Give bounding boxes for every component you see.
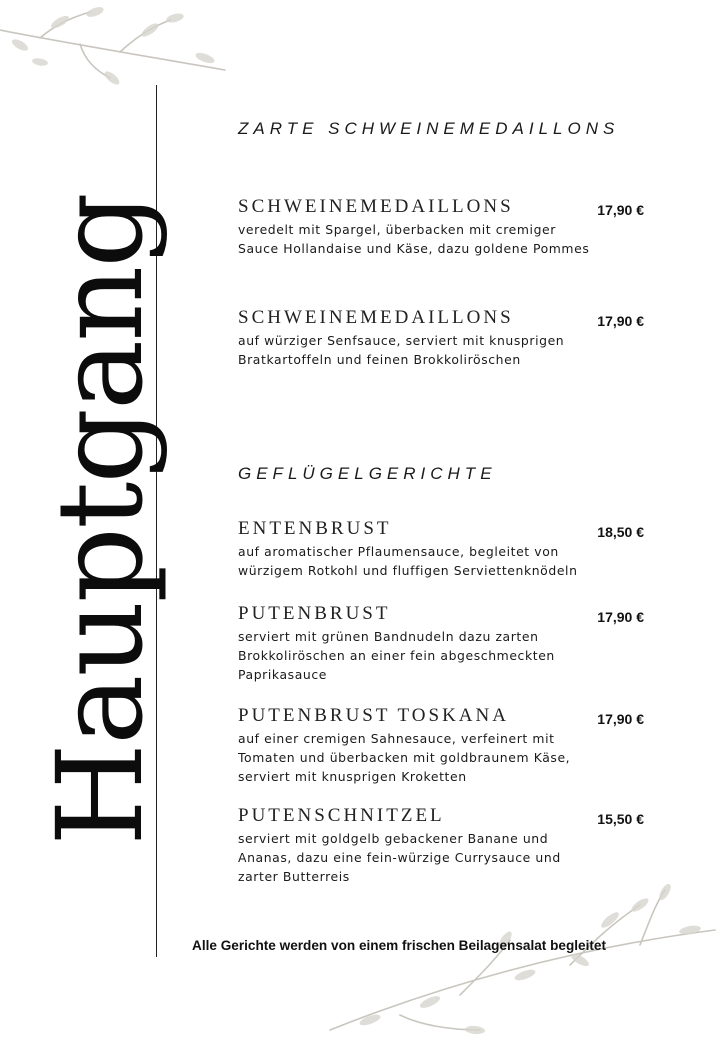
side-title-hauptgang: Hauptgang xyxy=(31,194,169,846)
item-description: serviert mit grünen Bandnudeln dazu zarten Brokkoliröschen an einer fein abgeschmeckten Paprikasauce xyxy=(238,629,555,682)
item-price: 17,90 € xyxy=(597,609,644,625)
leaf-branch-decoration-top xyxy=(0,0,230,90)
item-name: PUTENBRUST xyxy=(238,603,391,624)
item-name: ENTENBRUST xyxy=(238,518,392,539)
section-title-gefluegelgerichte: GEFLÜGELGERICHTE xyxy=(238,464,497,483)
menu-item xyxy=(238,196,658,258)
item-description: veredelt mit Spargel, überbacken mit cremiger Sauce Hollandaise und Käse, dazu goldene Pommes xyxy=(238,222,590,256)
item-description: auf einer cremigen Sahnesauce, verfeinert mit Tomaten und überbacken mit goldbraunem Käse, serviert mit knusprigen Kroketten xyxy=(238,731,571,784)
menu-item xyxy=(238,307,658,369)
item-name: SCHWEINEMEDAILLONS xyxy=(238,307,514,328)
item-price: 15,50 € xyxy=(597,811,644,827)
item-description: auf aromatischer Pflaumensauce, begleitet von würzigem Rotkohl und fluffigen Serviettenknödeln xyxy=(238,544,578,578)
item-name: PUTENBRUST TOSKANA xyxy=(238,705,509,726)
footer-note: Alle Gerichte werden von einem frischen Beilagensalat begleitet xyxy=(192,938,606,953)
item-name: SCHWEINEMEDAILLONS xyxy=(238,196,514,217)
menu-item xyxy=(238,518,658,580)
item-price: 18,50 € xyxy=(597,524,644,540)
menu-item xyxy=(238,603,658,684)
item-description: auf würziger Senfsauce, serviert mit knusprigen Bratkartoffeln und feinen Brokkoliröschen xyxy=(238,333,565,367)
item-price: 17,90 € xyxy=(597,711,644,727)
menu-item xyxy=(238,805,658,886)
item-price: 17,90 € xyxy=(597,202,644,218)
leaf-branch-decoration-bottom xyxy=(310,880,720,1040)
item-description: serviert mit goldgelb gebackener Banane und Ananas, dazu eine fein-würzige Currysauce und zarter Butterreis xyxy=(238,831,561,884)
menu-item xyxy=(238,705,658,786)
section-title-schweinemedaillons: ZARTE SCHWEINEMEDAILLONS xyxy=(238,119,620,138)
item-price: 17,90 € xyxy=(597,313,644,329)
item-name: PUTENSCHNITZEL xyxy=(238,805,445,826)
